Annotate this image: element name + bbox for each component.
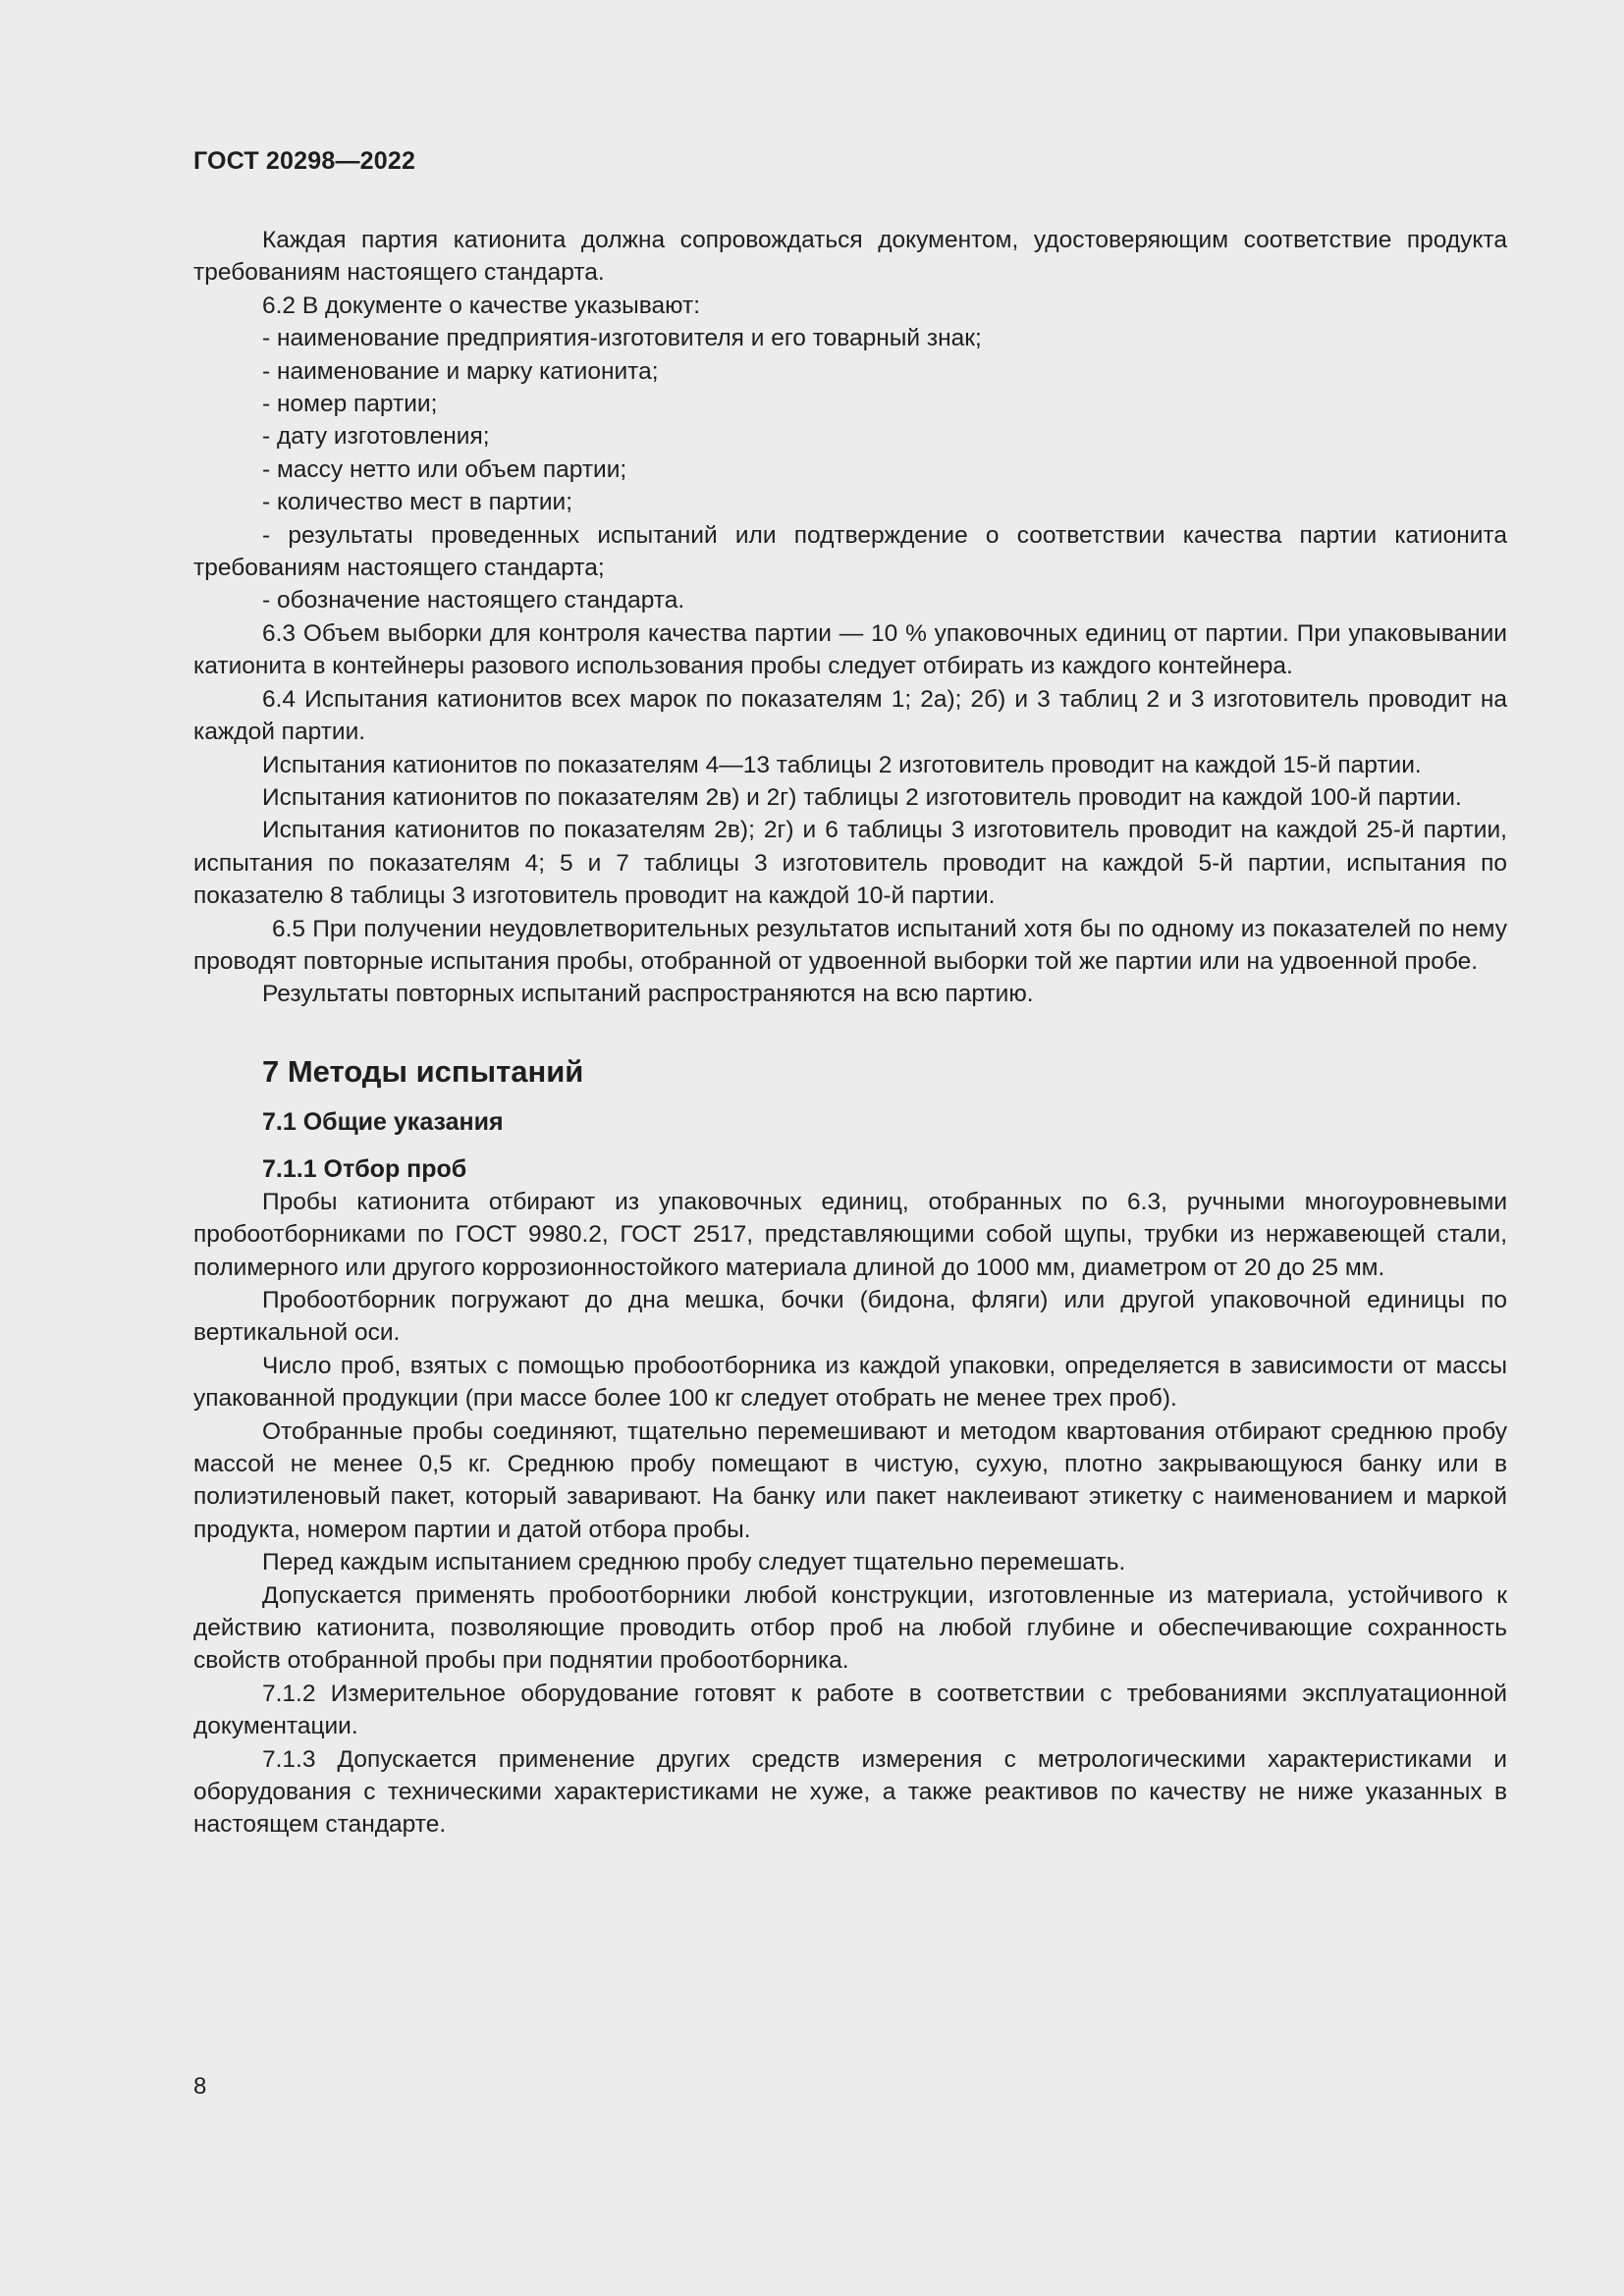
clause-6-5-part-2: Результаты повторных испытаний распространяются на всю партию. (262, 981, 1034, 1008)
list-item-brand: - наименование и марку катионита; (262, 357, 659, 385)
list-item-standard-designation: - обозначение настоящего стандарта. (262, 587, 685, 614)
section-heading-7: 7 Методы испытаний (262, 1053, 584, 1089)
list-item-batch-number: - номер партии; (262, 391, 438, 418)
list-item-places-count: - количество мест в партии; (262, 489, 573, 516)
clause-7-1-1-para-3: Число проб, взятых с помощью пробоотборника из каждой упаковки, определяется в зависимости от массы упакованной продукции (при массе более 100 кг следует отобрать не менее трех проб). (193, 1352, 1507, 1413)
subsection-heading-7-1: 7.1 Общие указания (262, 1107, 504, 1136)
subsection-heading-7-1-1: 7.1.1 Отбор проб (262, 1154, 467, 1183)
document-code-header: ГОСТ 20298—2022 (193, 147, 416, 175)
clause-6-4-part-4: Испытания катионитов по показателям 2в); 2г) и 6 таблицы 3 изготовитель проводит на каждой 25-й партии, испытания по показателям 4; 5 и 7 таблицы 3 изготовитель проводит на каждой 5-й партии, испытания по показателю 8 таблицы 3 изготовитель проводит на каждой 10-й партии. (193, 817, 1507, 910)
list-item-net-mass: - массу нетто или объем партии; (262, 455, 627, 483)
document-body (193, 224, 1507, 1842)
clause-7-1-1-para-6: Допускается применять пробоотборники любой конструкции, изготовленные из материала, устойчивого к действию катионита, позволяющие проводить отбор проб на любой глубине и обеспечивающие сохранность свойств отобранной пробы при поднятии пробоотборника. (193, 1581, 1507, 1675)
clause-6-3: 6.3 Объем выборки для контроля качества партии — 10 % упаковочных единиц от партии. При упаковывании катионита в контейнеры разового использования пробы следует отбирать из каждого контейнера. (193, 619, 1507, 680)
clause-7-1-1-para-2: Пробоотборник погружают до дна мешка, бочки (бидона, фляги) или другой упаковочной единицы по вертикальной оси. (193, 1286, 1507, 1347)
clause-6-5: 6.5 При получении неудовлетворительных результатов испытаний хотя бы по одному из показателей по нему проводят повторные испытания пробы, отобранной от удвоенной выборки той же партии или на удвоенной пробе. (193, 915, 1507, 975)
list-item-manufacturer: - наименование предприятия-изготовителя и его товарный знак; (262, 325, 982, 352)
clause-7-1-3: 7.1.3 Допускается применение других средств измерения с метрологическими характеристиками и оборудования с техническими характеристиками не хуже, а также реактивов по качеству не ниже указанных в настоящем стандарте. (193, 1745, 1507, 1839)
clause-7-1-1-para-5: Перед каждым испытанием среднюю пробу следует тщательно перемешать. (262, 1549, 1126, 1576)
clause-7-1-1-para-1: Пробы катионита отбирают из упаковочных единиц, отобранных по 6.3, ручными многоуровневыми пробоотборниками по ГОСТ 9980.2, ГОСТ 2517, представляющими собой щупы, трубки из нержавеющей стали, полимерного или другого коррозионностойкого материала длиной до 1000 мм, диаметром от 20 до 25 мм. (193, 1188, 1507, 1281)
clause-7-1-2: 7.1.2 Измерительное оборудование готовят к работе в соответствии с требованиями эксплуатационной документации. (193, 1680, 1507, 1740)
list-item-manufacture-date: - дату изготовления; (262, 423, 490, 451)
clause-6-2: 6.2 В документе о качестве указывают: (262, 292, 701, 319)
clause-6-4: 6.4 Испытания катионитов всех марок по показателям 1; 2а); 2б) и 3 таблиц 2 и 3 изготовитель проводит на каждой партии. (193, 685, 1507, 746)
list-item-test-results: - результаты проведенных испытаний или подтверждение о соответствии качества партии катионита требованиям настоящего стандарта; (193, 521, 1507, 582)
clause-7-1-1-para-4: Отобранные пробы соединяют, тщательно перемешивают и методом квартования отбирают среднюю пробу массой не менее 0,5 кг. Среднюю пробу помещают в чистую, сухую, плотно закрывающуюся банку или в полиэтиленовый пакет, который заваривают. На банку или пакет наклеивают этикетку с наименованием и маркой продукта, номером партии и датой отбора пробы. (193, 1417, 1507, 1543)
clause-6-4-part-3: Испытания катионитов по показателям 2в) и 2г) таблицы 2 изготовитель проводит на каждой 100-й партии. (262, 783, 1462, 811)
page-number: 8 (193, 2073, 207, 2100)
clause-6-4-part-2: Испытания катионитов по показателям 4—13 таблицы 2 изготовитель проводит на каждой 15-й партии. (262, 751, 1422, 778)
paragraph-intro: Каждая партия катионита должна сопровождаться документом, удостоверяющим соответствие продукта требованиям настоящего стандарта. (193, 227, 1507, 287)
